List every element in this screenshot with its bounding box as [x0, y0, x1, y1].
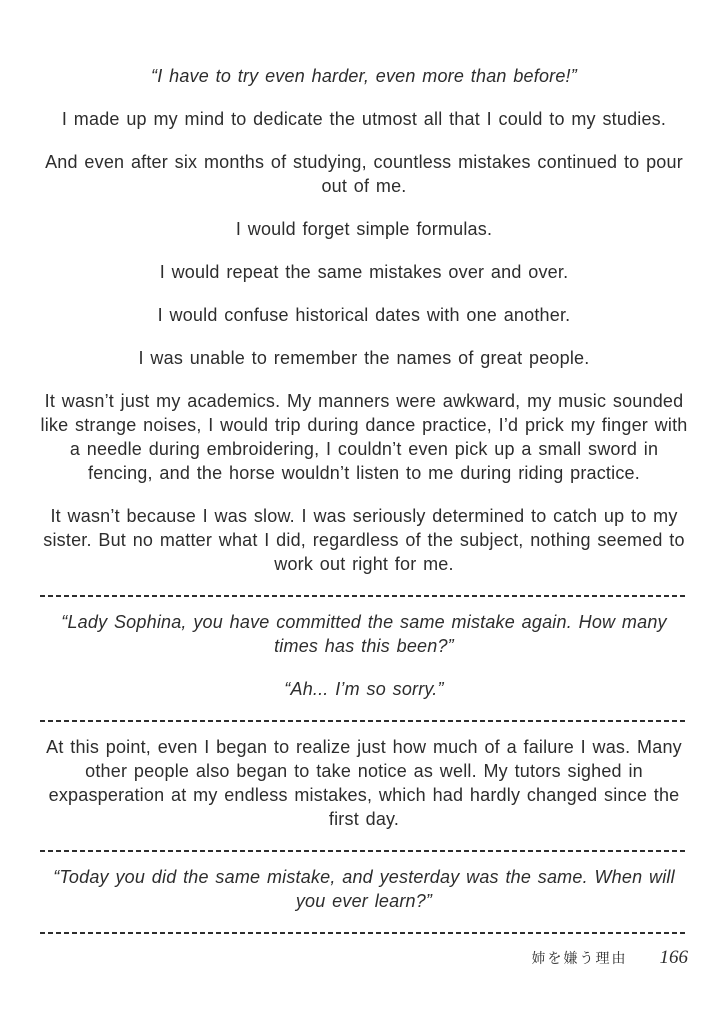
dashed-separator-line [40, 720, 688, 722]
narration-paragraph: It wasn’t just my academics. My manners were awkward, my music sounded like strange noises, I would trip during dance practice, I’d prick my finger with a needle during embroidering, I couldn’t even pick up a small sword in fencing, and the horse wouldn’t listen to me during riding practice. [40, 391, 688, 483]
narration-paragraph: I was unable to remember the names of great people. [138, 348, 590, 368]
dialogue-line: “I have to try even harder, even more than before!” [151, 66, 577, 86]
dashed-separator-line [40, 932, 688, 934]
narration-paragraph: It wasn’t because I was slow. I was seriously determined to catch up to my sister. But no matter what I did, regardless of the subject, nothing seemed to work out right for me. [43, 506, 685, 574]
series-title-japanese: 姉を嫌う理由 [531, 950, 628, 966]
dashed-separator-line [40, 595, 688, 597]
page-number: 166 [659, 947, 688, 968]
dashed-separator-line [40, 850, 688, 852]
narration-paragraph: And even after six months of studying, countless mistakes continued to pour out of me. [45, 152, 683, 196]
dialogue-line: “Ah... I’m so sorry.” [284, 679, 444, 699]
narration-paragraph: I would confuse historical dates with one another. [157, 305, 571, 325]
dialogue-line: “Today you did the same mistake, and yesterday was the same. When will you ever learn?” [53, 867, 675, 911]
narration-paragraph: I would repeat the same mistakes over and over. [159, 262, 569, 282]
dialogue-line: “Lady Sophina, you have committed the same mistake again. How many times has this been?” [61, 612, 667, 656]
narration-paragraph: At this point, even I began to realize just how much of a failure I was. Many other people also began to take notice as well. My tutors sighed in expasperation at my endless mistakes, which had hardly changed since the first day. [46, 737, 682, 829]
page-footer [38, 947, 690, 969]
narration-paragraph: I made up my mind to dedicate the utmost all that I could to my studies. [61, 109, 667, 129]
narration-paragraph: I would forget simple formulas. [235, 219, 493, 239]
